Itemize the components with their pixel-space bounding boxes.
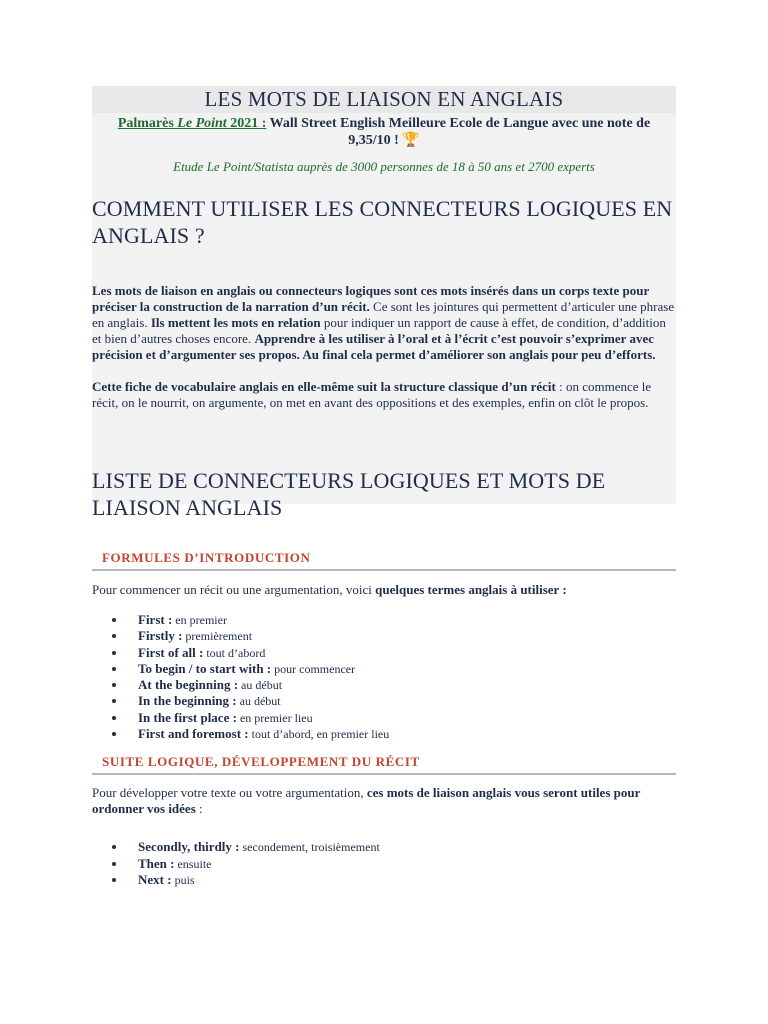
list-item: Next : puis — [112, 872, 676, 888]
list-item: In the first place : en premier lieu — [112, 710, 676, 726]
bullet-icon — [112, 618, 116, 622]
palmares-magazine: Le Point — [177, 116, 227, 131]
introduction-vocab-list — [92, 612, 676, 742]
section-title-usage: COMMENT UTILISER LES CONNECTEURS LOGIQUES EN ANGLAIS ? — [92, 196, 673, 248]
bullet-icon — [112, 732, 116, 736]
bullet-icon — [112, 667, 116, 671]
section-title-list: LISTE DE CONNECTEURS LOGIQUES ET MOTS DE LIAISON ANGLAIS — [92, 468, 606, 520]
list-item: First and foremost : tout d’abord, en premier lieu — [112, 726, 676, 742]
development-vocab-list — [92, 839, 676, 888]
list-item: Secondly, thirdly : secondement, troisièmement — [112, 839, 676, 855]
bullet-icon — [112, 683, 116, 687]
list-item: Then : ensuite — [112, 856, 676, 872]
development-lead: Pour développer votre texte ou votre argumentation, ces mots de liaison anglais vous seront utiles pour ordonner vos idées : — [92, 785, 641, 817]
introduction-lead: Pour commencer un récit ou une argumentation, voici quelques termes anglais à utiliser : — [92, 582, 567, 597]
bullet-icon — [112, 878, 116, 882]
list-item: In the beginning : au début — [112, 693, 676, 709]
list-item: To begin / to start with : pour commencer — [112, 661, 676, 677]
bullet-icon — [112, 862, 116, 866]
study-line: Etude Le Point/Statista auprès de 3000 personnes de 18 à 50 ans et 2700 experts — [173, 159, 595, 174]
intro-paragraph: Les mots de liaison en anglais ou connecteurs logiques sont ces mots insérés dans un corps texte pour préciser la construction de la narration d’un récit. Ce sont les jointures qui permettent d’articuler une phrase en anglais. Ils mettent les mots en relation pour indiquer un rapport de cause à effet, de condition, d’addition et bien d’autres choses encore. Apprendre à les utiliser à l’oral et à l’écrit c’est pouvoir s’exprimer avec précision et d’argumenter ses propos. Au final cela permet d’améliorer son anglais pour peu d’efforts. — [92, 283, 675, 362]
list-item: Firstly : premièrement — [112, 628, 676, 644]
page-title: LES MOTS DE LIAISON EN ANGLAIS — [92, 86, 676, 113]
bullet-icon — [112, 845, 116, 849]
subheading-development: SUITE LOGIQUE, DÉVELOPPEMENT DU RÉCIT — [92, 754, 676, 775]
list-item: At the beginning : au début — [112, 677, 676, 693]
structure-paragraph: Cette fiche de vocabulaire anglais en elle-même suit la structure classique d’un récit : on commence le récit, on le nourrit, on argumente, on met en avant des oppositions et des exemples, enfin on clôt le propos. — [92, 379, 652, 410]
list-item: First of all : tout d’abord — [112, 645, 676, 661]
document-content — [92, 86, 676, 888]
palmares-prefix: Palmarès Le Point 2021 : — [117, 116, 267, 131]
bullet-icon — [112, 651, 116, 655]
subheading-introduction: FORMULES D’INTRODUCTION — [92, 550, 676, 571]
list-item: First : en premier — [112, 612, 676, 628]
bullet-icon — [112, 716, 116, 720]
palmares-text: Wall Street English Meilleure Ecole de Langue avec une note de 9,35/10 ! 🏆 — [266, 116, 651, 148]
palmares-line — [92, 115, 676, 149]
bullet-icon — [112, 699, 116, 703]
bullet-icon — [112, 634, 116, 638]
